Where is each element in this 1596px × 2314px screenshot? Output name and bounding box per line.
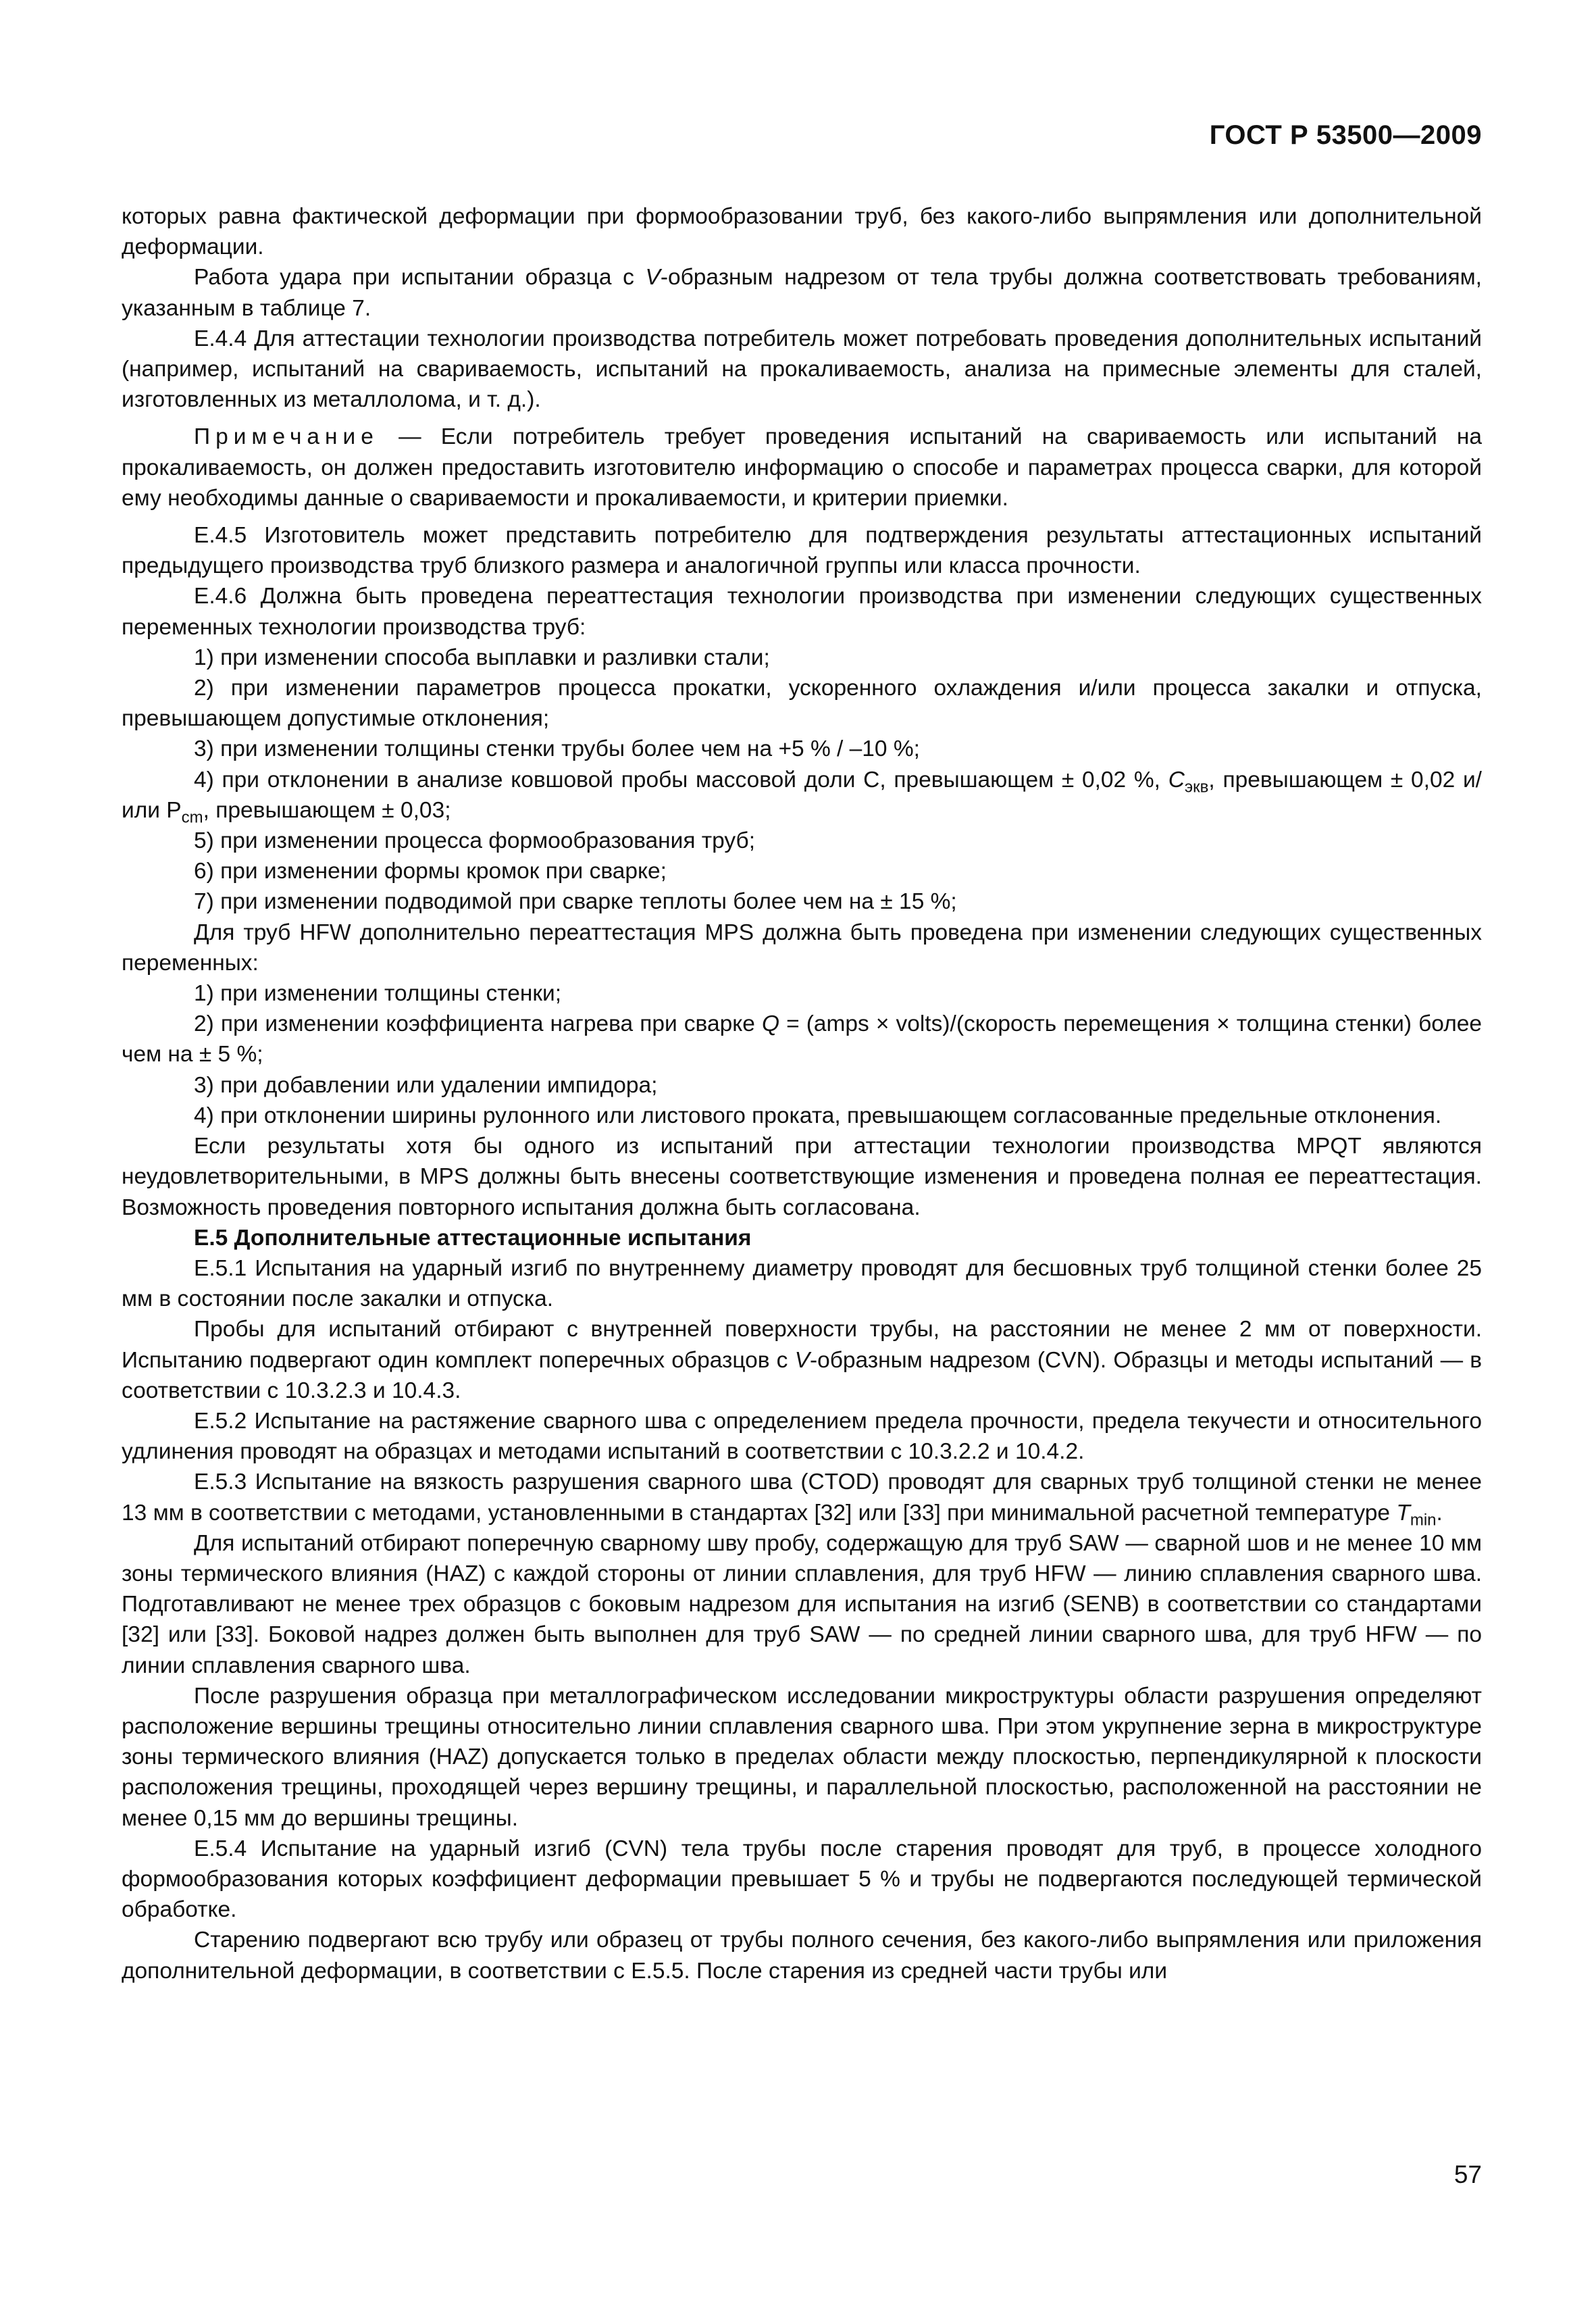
text-run: Работа удара при испытании образца с bbox=[194, 265, 646, 291]
paragraph-hfw: Для труб HFW дополнительно переаттестация MPS должна быть проведена при изменении следующих существенных переменных: bbox=[122, 920, 1482, 976]
paragraph-e53 bbox=[122, 1467, 1482, 1528]
paragraph: которых равна фактической деформации при формообразовании труб, без какого-либо выпрямления или дополнительной деформации. bbox=[122, 204, 1482, 260]
paragraph bbox=[122, 1314, 1482, 1406]
italic-symbol: Q bbox=[761, 1011, 780, 1037]
list-item: 1) при изменении способа выплавки и разливки стали; bbox=[194, 645, 770, 670]
text-run: 2) при изменении коэффициента нагрева при сварке bbox=[194, 1011, 762, 1037]
list-item: 3) при добавлении или удалении импидора; bbox=[194, 1072, 658, 1098]
list-item: 3) при изменении толщины стенки трубы более чем на +5 % / –10 %; bbox=[194, 736, 920, 762]
list-item: 7) при изменении подводимой при сварке теплоты более чем на ± 15 %; bbox=[194, 889, 957, 915]
italic-symbol: V bbox=[794, 1347, 810, 1373]
text-run: , превышающем ± 0,02 и/или P bbox=[122, 767, 1482, 823]
text-run: Е.5.3 Испытание на вязкость разрушения сварного шва (CTOD) проводят для сварных труб толщиной стенки не менее 13 мм в соответствии с методами, установленными в стандартах [32] или [33] при минимальной расчетной температуре bbox=[122, 1469, 1482, 1526]
section-heading-e5: Е.5 Дополнительные аттестационные испытания bbox=[194, 1225, 752, 1251]
subscript: min bbox=[1410, 1511, 1437, 1530]
list-item bbox=[122, 1009, 1482, 1070]
list-item bbox=[122, 765, 1482, 826]
paragraph: После разрушения образца при металлографическом исследовании микроструктуры области разрушения определяют расположение вершины трещины относительно линии сплавления сварного шва. При этом укрупнение зерна в микроструктуре зоны термического влияния (HAZ) допускается только в пределах области между плоскостью, перпендикулярной к плоскости расположения трещины, проходящей через вершину трещины, и параллельной плоскостью, расположенной на расстоянии не менее 0,15 мм до вершины трещины. bbox=[122, 1683, 1482, 1831]
page-body bbox=[122, 201, 1482, 1986]
text-run: 4) при отклонении в анализе ковшовой пробы массовой доли С, превышающем ± 0,02 %, bbox=[194, 767, 1168, 793]
italic-symbol: V bbox=[645, 265, 661, 291]
paragraph-e54: Е.5.4 Испытание на ударный изгиб (CVN) тела трубы после старения проводят для труб, в процессе холодного формообразования которых коэффициент деформации превышает 5 % и трубы не подвергаются последующей термической обработке. bbox=[122, 1836, 1482, 1923]
document-code-header: ГОСТ Р 53500—2009 bbox=[1209, 120, 1482, 150]
text-run: = (amps × volts)/(скорость перемещения × толщина стенки) более чем на ± 5 %; bbox=[122, 1011, 1483, 1067]
text-run: . bbox=[1436, 1500, 1443, 1526]
paragraph: Старению подвергают всю трубу или образец от трубы полного сечения, без какого-либо выпрямления или приложения дополнительной деформации, в соответствии с Е.5.5. После старения из средней части трубы или bbox=[122, 1928, 1482, 1984]
paragraph-e44: Е.4.4 Для аттестации технологии производства потребитель может потребовать проведения дополнительных испытаний (например, испытаний на свариваемость, испытаний на прокаливаемость, анализа на примесные элементы для сталей, изготовленных из металлолома, и т. д.). bbox=[122, 326, 1482, 413]
italic-symbol: T bbox=[1396, 1500, 1410, 1526]
text-run: -образным надрезом (CVN). Образцы и методы испытаний — в соответствии с 10.3.2.3 и 10.4.3. bbox=[122, 1347, 1482, 1403]
list-item: 2) при изменении параметров процесса прокатки, ускоренного охлаждения и/или процесса закалки и отпуска, превышающем допустимые отклонения; bbox=[122, 676, 1482, 732]
list-item: 6) при изменении формы кромок при сварке; bbox=[194, 859, 667, 884]
list-item: 5) при изменении процесса формообразования труб; bbox=[194, 828, 756, 854]
paragraph-e45: Е.4.5 Изготовитель может представить потребителю для подтверждения результаты аттестационных испытаний предыдущего производства труб близкого размера и аналогичной группы или класса прочности. bbox=[122, 523, 1482, 579]
list-item: 1) при изменении толщины стенки; bbox=[194, 981, 562, 1007]
text-run: Пробы для испытаний отбирают с внутренней поверхности трубы, на расстоянии не менее 2 мм от поверхности. Испытанию подвергают один комплект поперечных образцов с bbox=[122, 1317, 1482, 1373]
note-text: — Если потребитель требует проведения испытаний на свариваемость или испытаний на прокаливаемость, он должен предоставить изготовителю информацию о способе и параметрах процесса сварки, для которой ему необходимы данные о свариваемости и прокаливаемости, и критерии приемки. bbox=[122, 424, 1482, 511]
paragraph-e46: Е.4.6 Должна быть проведена переаттестация технологии производства при изменении следующих существенных переменных технологии производства труб: bbox=[122, 584, 1482, 640]
subscript: cm bbox=[181, 808, 203, 827]
page-number: 57 bbox=[1453, 2161, 1482, 2188]
text-run: , превышающем ± 0,03; bbox=[203, 797, 451, 823]
paragraph: Если результаты хотя бы одного из испытаний при аттестации технологии производства MPQT являются неудовлетворительными, в MPS должны быть внесены соответствующие изменения и проведена полная ее переаттестация. Возможность проведения повторного испытания должна быть согласована. bbox=[122, 1134, 1482, 1220]
italic-symbol: С bbox=[1168, 767, 1185, 793]
subscript: экв bbox=[1184, 778, 1209, 797]
paragraph bbox=[122, 262, 1482, 323]
paragraph-e51: Е.5.1 Испытания на ударный изгиб по внутреннему диаметру проводят для бесшовных труб толщиной стенки более 25 мм в состоянии после закалки и отпуска. bbox=[122, 1255, 1482, 1312]
paragraph-e52: Е.5.2 Испытание на растяжение сварного шва с определением предела прочности, предела текучести и относительного удлинения проводят на образцах и методами испытаний в соответствии с 10.3.2.2 и 10.4.2. bbox=[122, 1408, 1482, 1465]
note-paragraph bbox=[122, 422, 1482, 513]
note-label: Примечание bbox=[194, 424, 379, 450]
paragraph: Для испытаний отбирают поперечную сварному шву пробу, содержащую для труб SAW — сварной шов и не менее 10 мм зоны термического влияния (HAZ) с каждой стороны от линии сплавления, для труб HFW — линию сплавления сварного шва. Подготавливают не менее трех образцов с боковым надрезом для испытания на изгиб (SENB) в соответствии со стандартами [32] или [33]. Боковой надрез должен быть выполнен для труб SAW — по средней линии сварного шва, для труб HFW — по линии сплавления сварного шва. bbox=[122, 1530, 1482, 1678]
text-run: -образным надрезом от тела трубы должна соответствовать требованиям, указанным в таблице 7. bbox=[122, 265, 1482, 321]
list-item: 4) при отклонении ширины рулонного или листового проката, превышающем согласованные предельные отклонения. bbox=[194, 1103, 1442, 1128]
